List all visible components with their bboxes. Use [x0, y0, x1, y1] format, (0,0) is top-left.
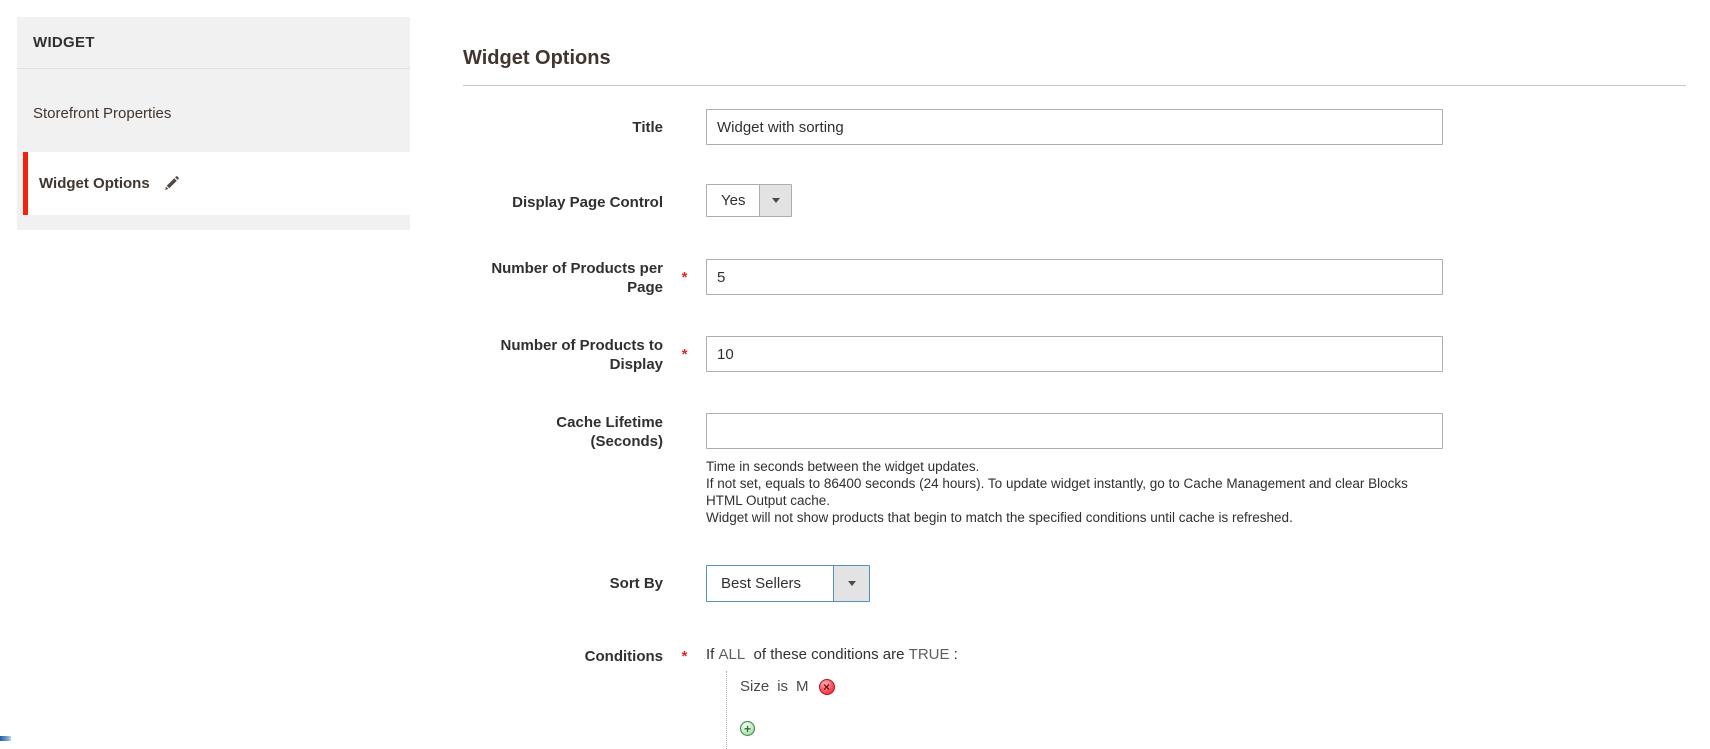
sort-by-label: Sort By	[609, 574, 663, 592]
heading-divider	[463, 85, 1686, 86]
conditions-label: Conditions	[584, 647, 663, 665]
widget-tabs-sidebar	[17, 17, 410, 230]
required-asterisk: *	[681, 647, 688, 665]
field-row-title	[463, 109, 1686, 145]
condition-operator-link[interactable]: is	[777, 678, 789, 695]
add-condition-icon[interactable]: +	[740, 721, 755, 736]
products-per-page-input[interactable]	[706, 259, 1443, 295]
field-row-display-page-control	[463, 184, 1686, 220]
title-label: Title	[632, 118, 663, 136]
chevron-down-icon[interactable]	[759, 185, 791, 216]
sort-by-select[interactable]	[706, 565, 870, 602]
cache-lifetime-help-text: Time in seconds between the widget updates. If not set, equals to 86400 seconds (24 hours). To update widget instantly, go to Cache Management and clear Blocks HTML Output cache. Widget will not show products that begin to match the specified conditions until cache is refreshed.	[706, 459, 1408, 525]
products-to-display-label: Number of Products to Display	[500, 337, 663, 373]
required-marker	[663, 413, 706, 449]
sidebar-item-widget-options[interactable]	[23, 152, 410, 215]
condition-rule-row	[740, 678, 1686, 695]
field-row-products-per-page	[463, 259, 1686, 297]
corner-loader-bar	[0, 736, 11, 741]
conditions-aggregator-link[interactable]: ALL	[718, 646, 746, 663]
sidebar-item-label: Widget Options	[39, 175, 150, 192]
field-row-sort-by	[463, 565, 1686, 602]
conditions-value-link[interactable]: TRUE	[908, 646, 950, 663]
required-marker	[663, 565, 706, 601]
chevron-down-icon[interactable]	[833, 566, 869, 601]
cache-lifetime-input[interactable]	[706, 413, 1443, 449]
sidebar-title: WIDGET	[17, 17, 410, 69]
display-page-control-select[interactable]	[706, 184, 792, 217]
conditions-middle-text: of these conditions are	[745, 646, 909, 663]
conditions-summary	[706, 641, 1686, 663]
conditions-prefix: If	[706, 646, 719, 663]
condition-attribute-link[interactable]: Size	[740, 678, 770, 695]
sidebar-item-storefront-properties[interactable]	[17, 69, 410, 152]
required-marker	[663, 184, 706, 220]
conditions-suffix: :	[949, 646, 958, 663]
products-per-page-label: Number of Products per Page	[491, 260, 663, 296]
display-page-control-label: Display Page Control	[512, 193, 663, 211]
field-row-products-to-display	[463, 336, 1686, 374]
select-value: Yes	[721, 192, 746, 209]
edit-pencil-icon	[163, 175, 180, 192]
condition-value-link[interactable]: M	[796, 678, 809, 695]
sidebar-item-label: Storefront Properties	[33, 105, 172, 122]
required-marker	[663, 109, 706, 145]
products-to-display-input[interactable]	[706, 336, 1443, 372]
required-asterisk: *	[681, 268, 688, 286]
field-row-conditions	[463, 641, 1686, 749]
page-title: Widget Options	[463, 47, 611, 69]
required-asterisk: *	[681, 345, 688, 363]
title-input[interactable]	[706, 109, 1443, 145]
field-row-cache-lifetime	[463, 413, 1686, 526]
conditions-children	[726, 671, 1686, 749]
remove-condition-icon[interactable]: ×	[819, 679, 835, 695]
widget-options-panel	[463, 46, 1686, 749]
select-value: Best Sellers	[721, 575, 802, 592]
cache-lifetime-label: Cache Lifetime (Seconds)	[556, 414, 663, 450]
